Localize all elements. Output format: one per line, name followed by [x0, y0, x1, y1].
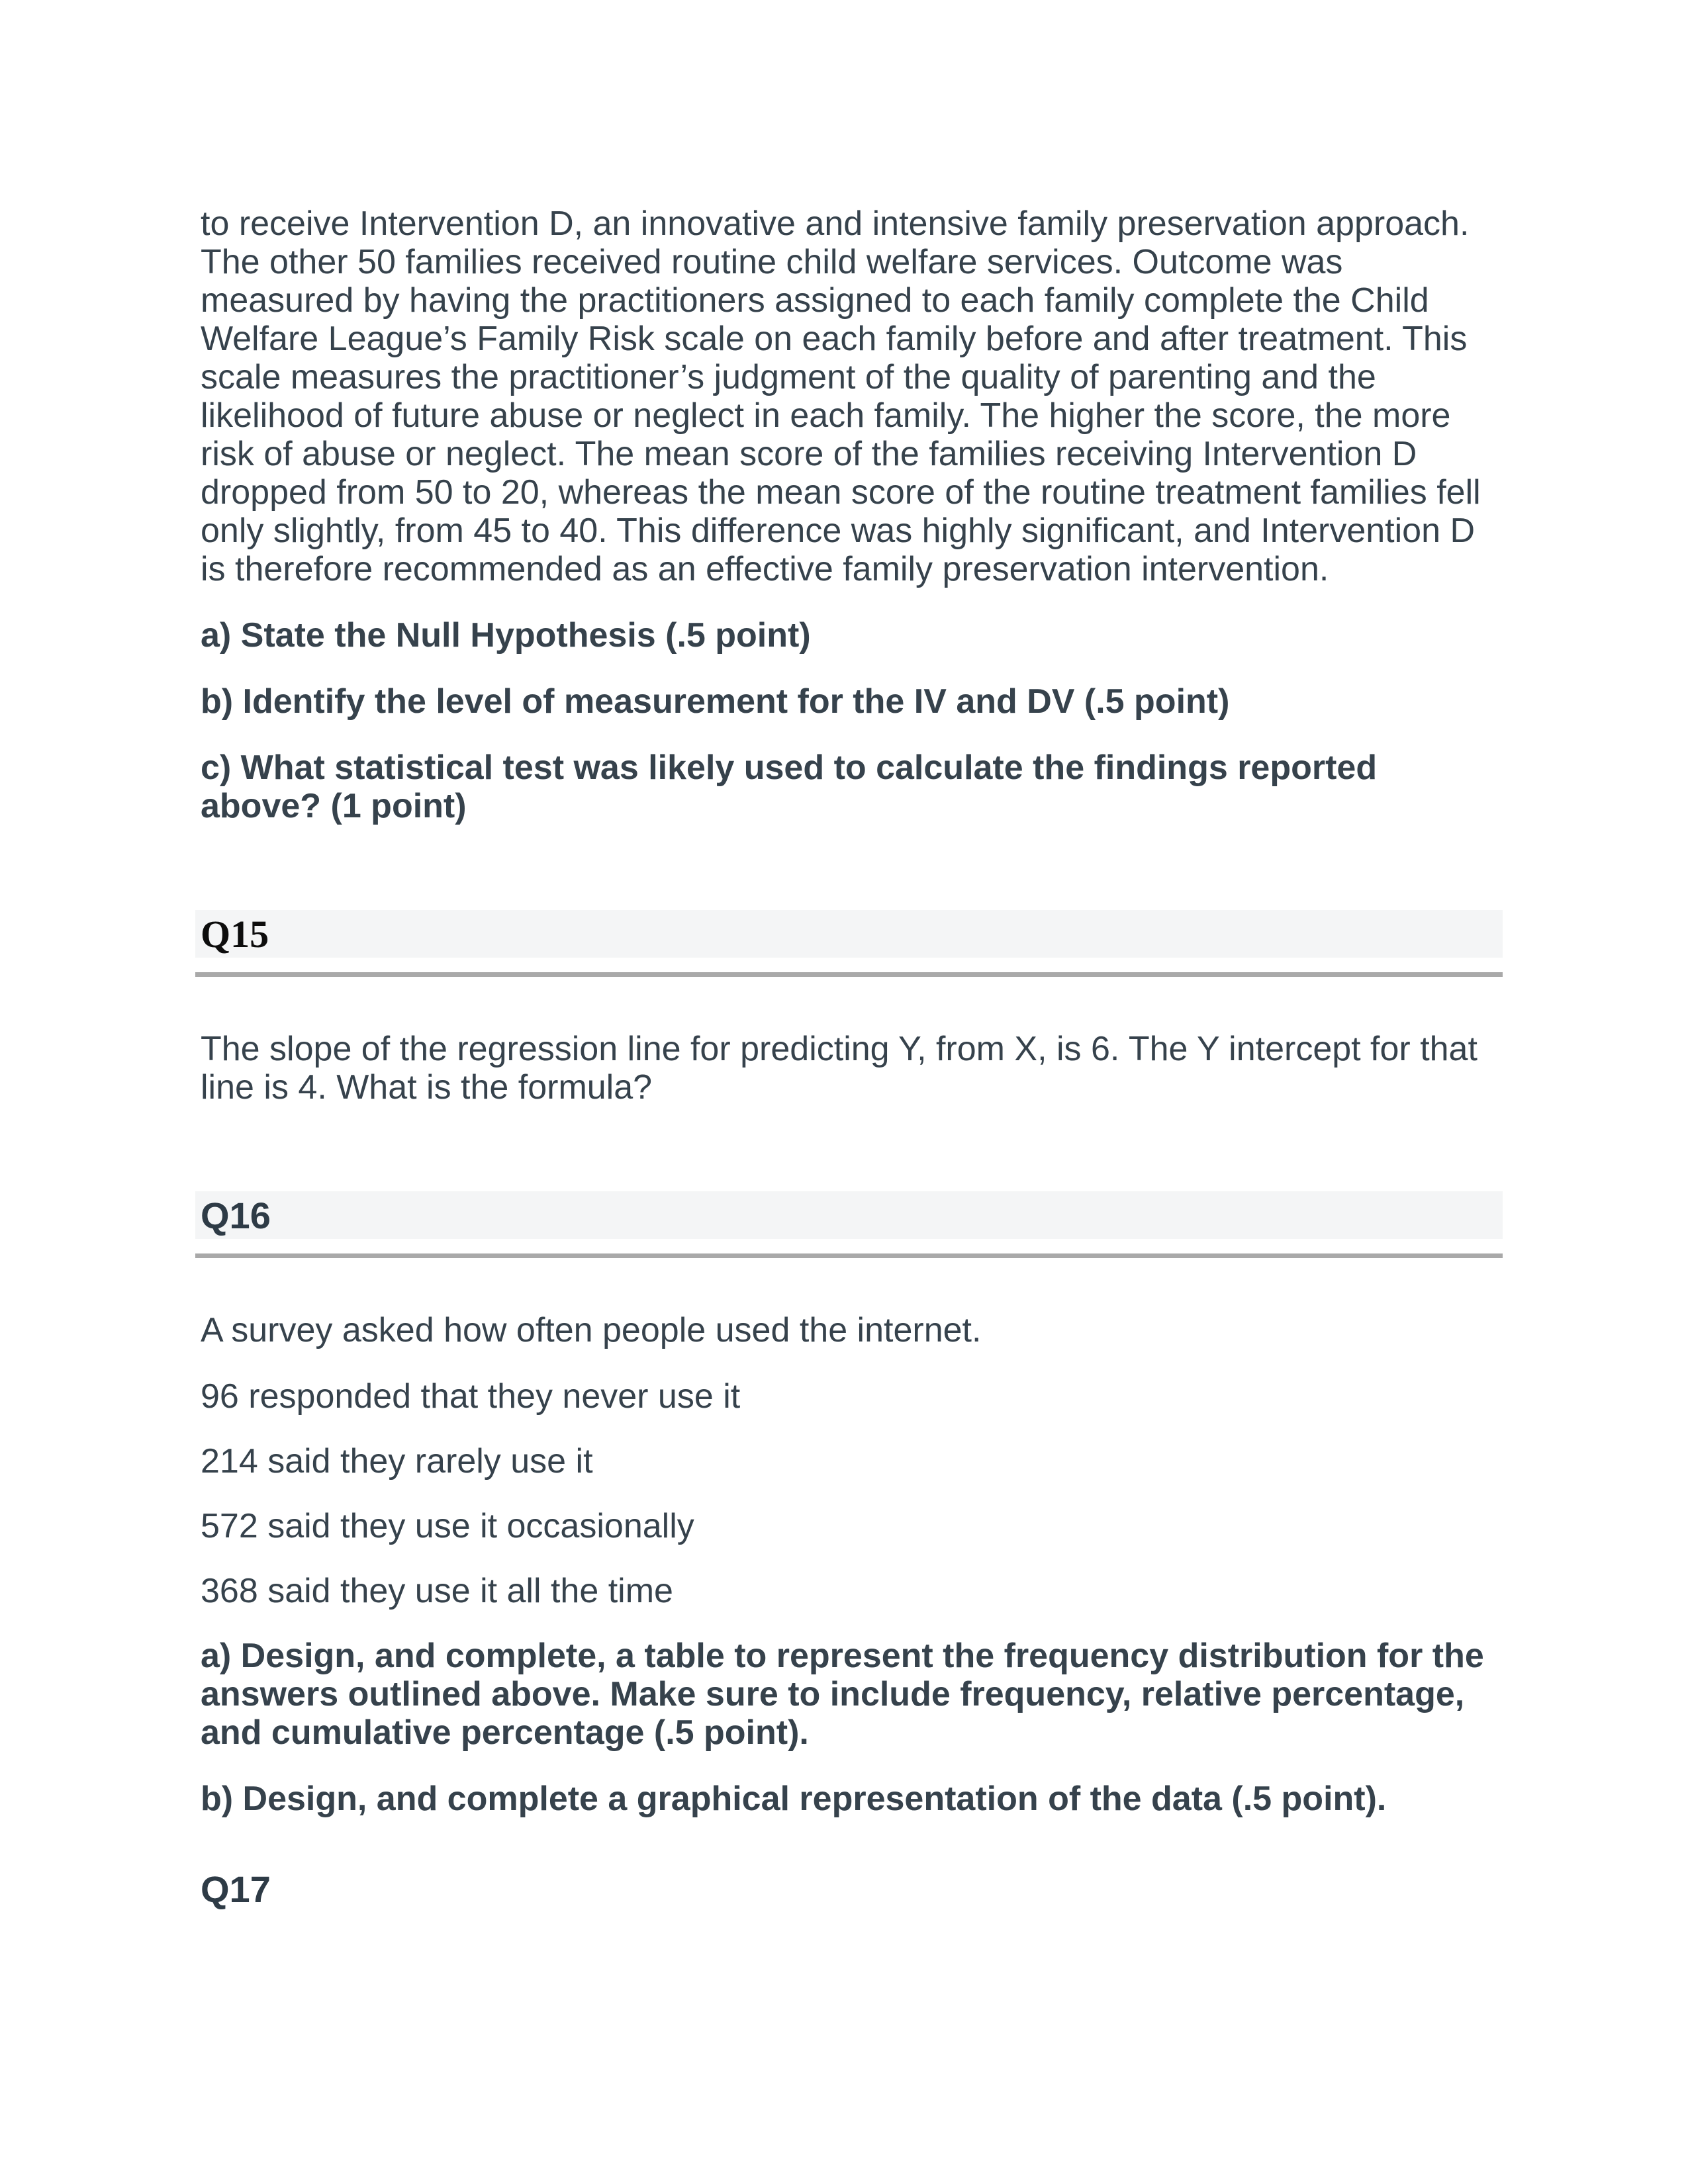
q15-header: [195, 910, 1503, 977]
q15-header-bar: [195, 910, 1503, 958]
q16-item-rarely: 214 said they rarely use it: [201, 1442, 593, 1480]
document-page: [195, 205, 1503, 1911]
q16-item-never: 96 responded that they never use it: [201, 1377, 741, 1416]
q16-question-a: a) Design, and complete, a table to represent the frequency distribution for the answers outlined above. Make sure to include frequency, relative percentage, and cumulative percentage (.5 point).: [201, 1637, 1484, 1752]
q16-intro: A survey asked how often people used the internet.: [201, 1311, 982, 1349]
q16-title: Q16: [201, 1194, 271, 1236]
q16-header-bar: [195, 1191, 1503, 1239]
q15-rule: [195, 972, 1503, 977]
q16-item-all-the-time: 368 said they use it all the time: [201, 1572, 673, 1610]
question-a: a) State the Null Hypothesis (.5 point): [201, 616, 811, 655]
q16-header: [195, 1191, 1503, 1258]
q15-title: Q15: [201, 912, 269, 956]
question-c: c) What statistical test was likely used to calculate the findings reported above? (1 point): [201, 749, 1378, 825]
q16-question-b: b) Design, and complete a graphical representation of the data (.5 point).: [201, 1780, 1387, 1818]
q15-body: The slope of the regression line for predicting Y, from X, is 6. The Y intercept for that line is 4. What is the formula?: [201, 1030, 1477, 1107]
q16-rule: [195, 1253, 1503, 1258]
q17-title: Q17: [201, 1868, 271, 1910]
intro-paragraph: to receive Intervention D, an innovative and intensive family preservation approach. The other 50 families received routine child welfare services. Outcome was measured by having the practitioners assigned to each family complete the Child Welfare League’s Family Risk scale on each family before and after treatment. This scale measures the practitioner’s judgment of the quality of parenting and the likelihood of future abuse or neglect in each family. The higher the score, the more risk of abuse or neglect. The mean score of the families receiving Intervention D dropped from 50 to 20, whereas the mean score of the routine treatment families fell only slightly, from 45 to 40. This difference was highly significant, and Intervention D is therefore recommended as an effective family preservation intervention.: [201, 205, 1481, 588]
q16-item-occasionally: 572 said they use it occasionally: [201, 1507, 694, 1545]
question-b: b) Identify the level of measurement for the IV and DV (.5 point): [201, 682, 1230, 721]
